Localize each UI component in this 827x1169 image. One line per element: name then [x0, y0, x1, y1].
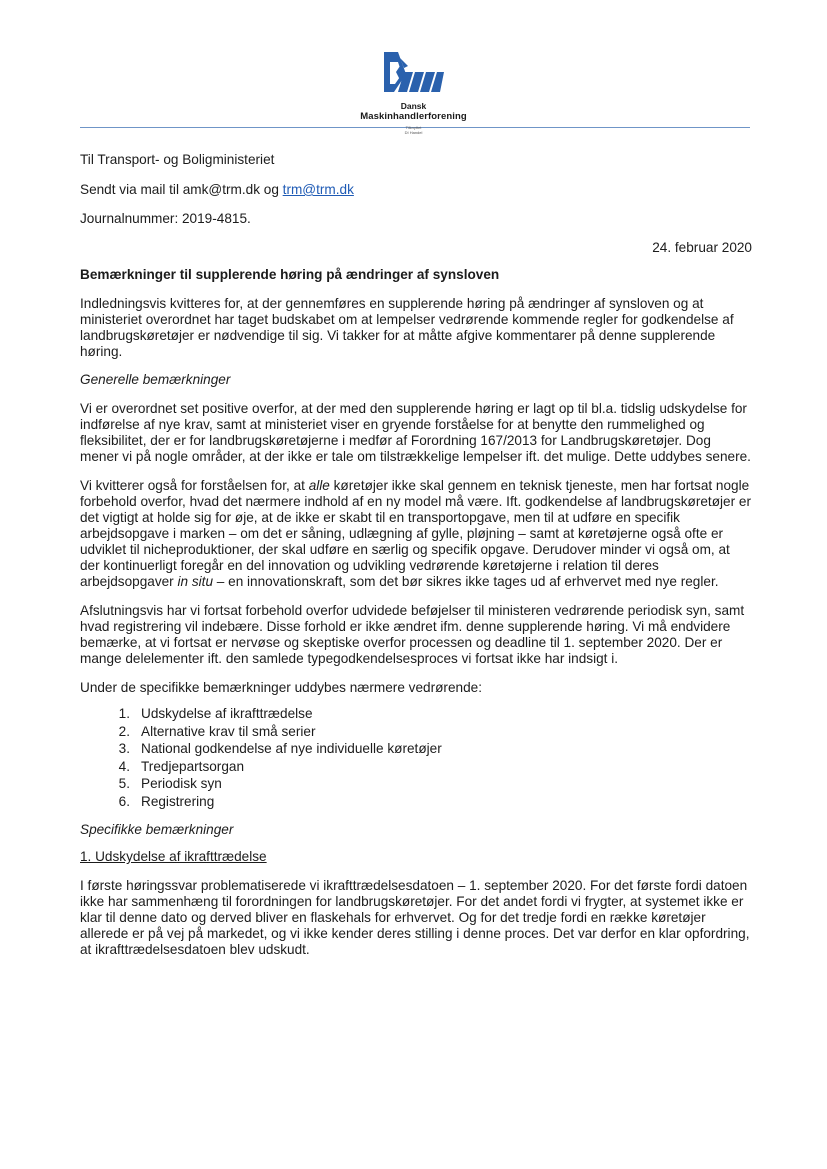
- org-name-line2: Maskinhandlerforening: [360, 111, 467, 122]
- journal-number: Journalnummer: 2019-4815.: [80, 211, 251, 226]
- list-item-text: National godkendelse af nye individuelle køretøjer: [141, 741, 442, 756]
- list-item-number: 4.: [118, 758, 130, 774]
- list-item-number: 6.: [118, 793, 130, 809]
- list-item-number: 2.: [118, 723, 130, 739]
- p2-emphasis-alle: alle: [308, 478, 330, 493]
- specific-heading: Specifikke bemærkninger: [80, 822, 234, 837]
- list-item-text: Tredjepartsorgan: [141, 758, 245, 774]
- org-name-line1: Dansk: [400, 101, 427, 111]
- list-item-text: Registrering: [141, 793, 215, 809]
- list-item: [80, 705, 752, 723]
- email-link[interactable]: trm@trm.dk: [282, 182, 354, 197]
- sent-line: [80, 182, 752, 198]
- general-paragraph-2: [80, 478, 752, 590]
- letterhead: [0, 48, 827, 148]
- section-1-paragraph: I første høringssvar problematiserede vi ikrafttrædelsesdatoen – 1. september 2020. For det første fordi datoen ikke har sammenhæng til forordningen for landbrugskøretøjer. For det andet fordi vi frygter, at systemet ikke er klar til denne dato og derved bliver en flaskehals for erhvervet. Og for det tredje fordi en række køretøjer allerede er på vej på markedet, og vi ikke kender deres stilling i denne proces. Det var derfor en klar opfordring, at ikrafttrædelsesdatoen blev udskudt.: [80, 878, 750, 957]
- letter-body: [80, 152, 752, 958]
- list-item-number: 5.: [118, 776, 130, 791]
- recipient-line: Til Transport- og Boligministeriet: [80, 152, 275, 167]
- p2-part-b: køretøjer ikke skal gennem en teknisk tjeneste, men har fortsat nogle forbehold overfor, hvad det nærmere indhold af en ny model må være. Ift. godkendelse af landbrugskøretøjer er det vigtigt at holde sig for øje, at de ikke er skabt til en transportopgave, men til at udføre en specifik arbejdsopgave i marken – om det er såning, udlægning af gylle, pløjning – samt at køretøjerne også ofte er udviklet til nicheproduktioner, der skal udføre en særlig og specifik opgave. Derudover minder vi også om, at der kontinuerligt foregår en del innovation og udvikling vedrørende køretøjerne i relation til deres arbejdsopgaver: [80, 478, 751, 589]
- list-item-text: Periodisk syn: [141, 776, 222, 791]
- list-item-number: 3.: [118, 741, 130, 756]
- general-paragraph-1: Vi er overordnet set positive overfor, at der med den supplerende høring er lagt op til bl.a. tidslig udskydelse for indførelse af nye krav, samt at ministeriet viser en gryende forståelse for at benytte den rummelighed og fleksibilitet, der er for landbrugskøretøjerne i medfør af Forordning 167/2013 for Landbrugskøretøjer. Dog mener vi på nogle områder, at der ikke er tale om tilstrækkelige lempelser ift. det mulige. Dette uddybes senere.: [80, 401, 751, 464]
- list-intro: Under de specifikke bemærkninger uddybes nærmere vedrørende:: [80, 680, 482, 695]
- list-item-text: Alternative krav til små serier: [141, 723, 316, 739]
- general-heading: Generelle bemærkninger: [80, 372, 231, 387]
- section-1-title: 1. Udskydelse af ikrafttrædelse: [80, 849, 267, 864]
- org-subline-1: Tilknyttet: [405, 125, 422, 130]
- general-paragraph-3: Afslutningsvis har vi fortsat forbehold overfor udvidede beføjelser til ministeren vedrørende periodisk syn, samt hvad registrering vil indebære. Disse forhold er ikke ændret ifm. denne supplerende høring. Vi må endvidere bemærke, at vi fortsat er nervøse og skeptiske overfor processen og deadline til 1. september 2020. Der er mange delelementer ift. den samlede typegodkendelsesproces vi fortsat ikke har indsigt i.: [80, 603, 745, 666]
- list-item-number: 1.: [118, 706, 130, 721]
- list-item: [80, 793, 752, 811]
- dmf-logo-icon: [382, 48, 444, 98]
- letter-date: 24. februar 2020: [652, 240, 752, 255]
- list-item: [80, 723, 752, 741]
- org-subline: [0, 126, 827, 135]
- p2-part-a: Vi kvitterer også for forståelsen for, at: [80, 478, 309, 493]
- intro-paragraph: Indledningsvis kvitteres for, at der gennemføres en supplerende høring på ændringer af synsloven og at ministeriet overordnet har taget budskabet om at lempelser vedrørende kommende regler for godkendelse af landbrugskøretøjer er nødvendige til sig. Vi takker for at måtte afgive kommentarer på denne supplerende høring.: [80, 296, 734, 359]
- p2-part-c: – en innovationskraft, som det bør sikres ikke tages ud af erhvervet med nye regler.: [213, 574, 719, 589]
- p2-emphasis-in-situ: in situ: [177, 574, 214, 589]
- list-item: [80, 775, 752, 793]
- list-item: [80, 758, 752, 776]
- list-item: [80, 740, 752, 758]
- letter-title: Bemærkninger til supplerende høring på ændringer af synsloven: [80, 267, 500, 282]
- list-item-text: Udskydelse af ikrafttrædelse: [141, 706, 313, 721]
- sent-prefix: Sendt via mail til amk@trm.dk og: [80, 182, 283, 197]
- org-subline-2: DI Handel: [404, 129, 423, 135]
- specific-topics-list: [80, 705, 752, 810]
